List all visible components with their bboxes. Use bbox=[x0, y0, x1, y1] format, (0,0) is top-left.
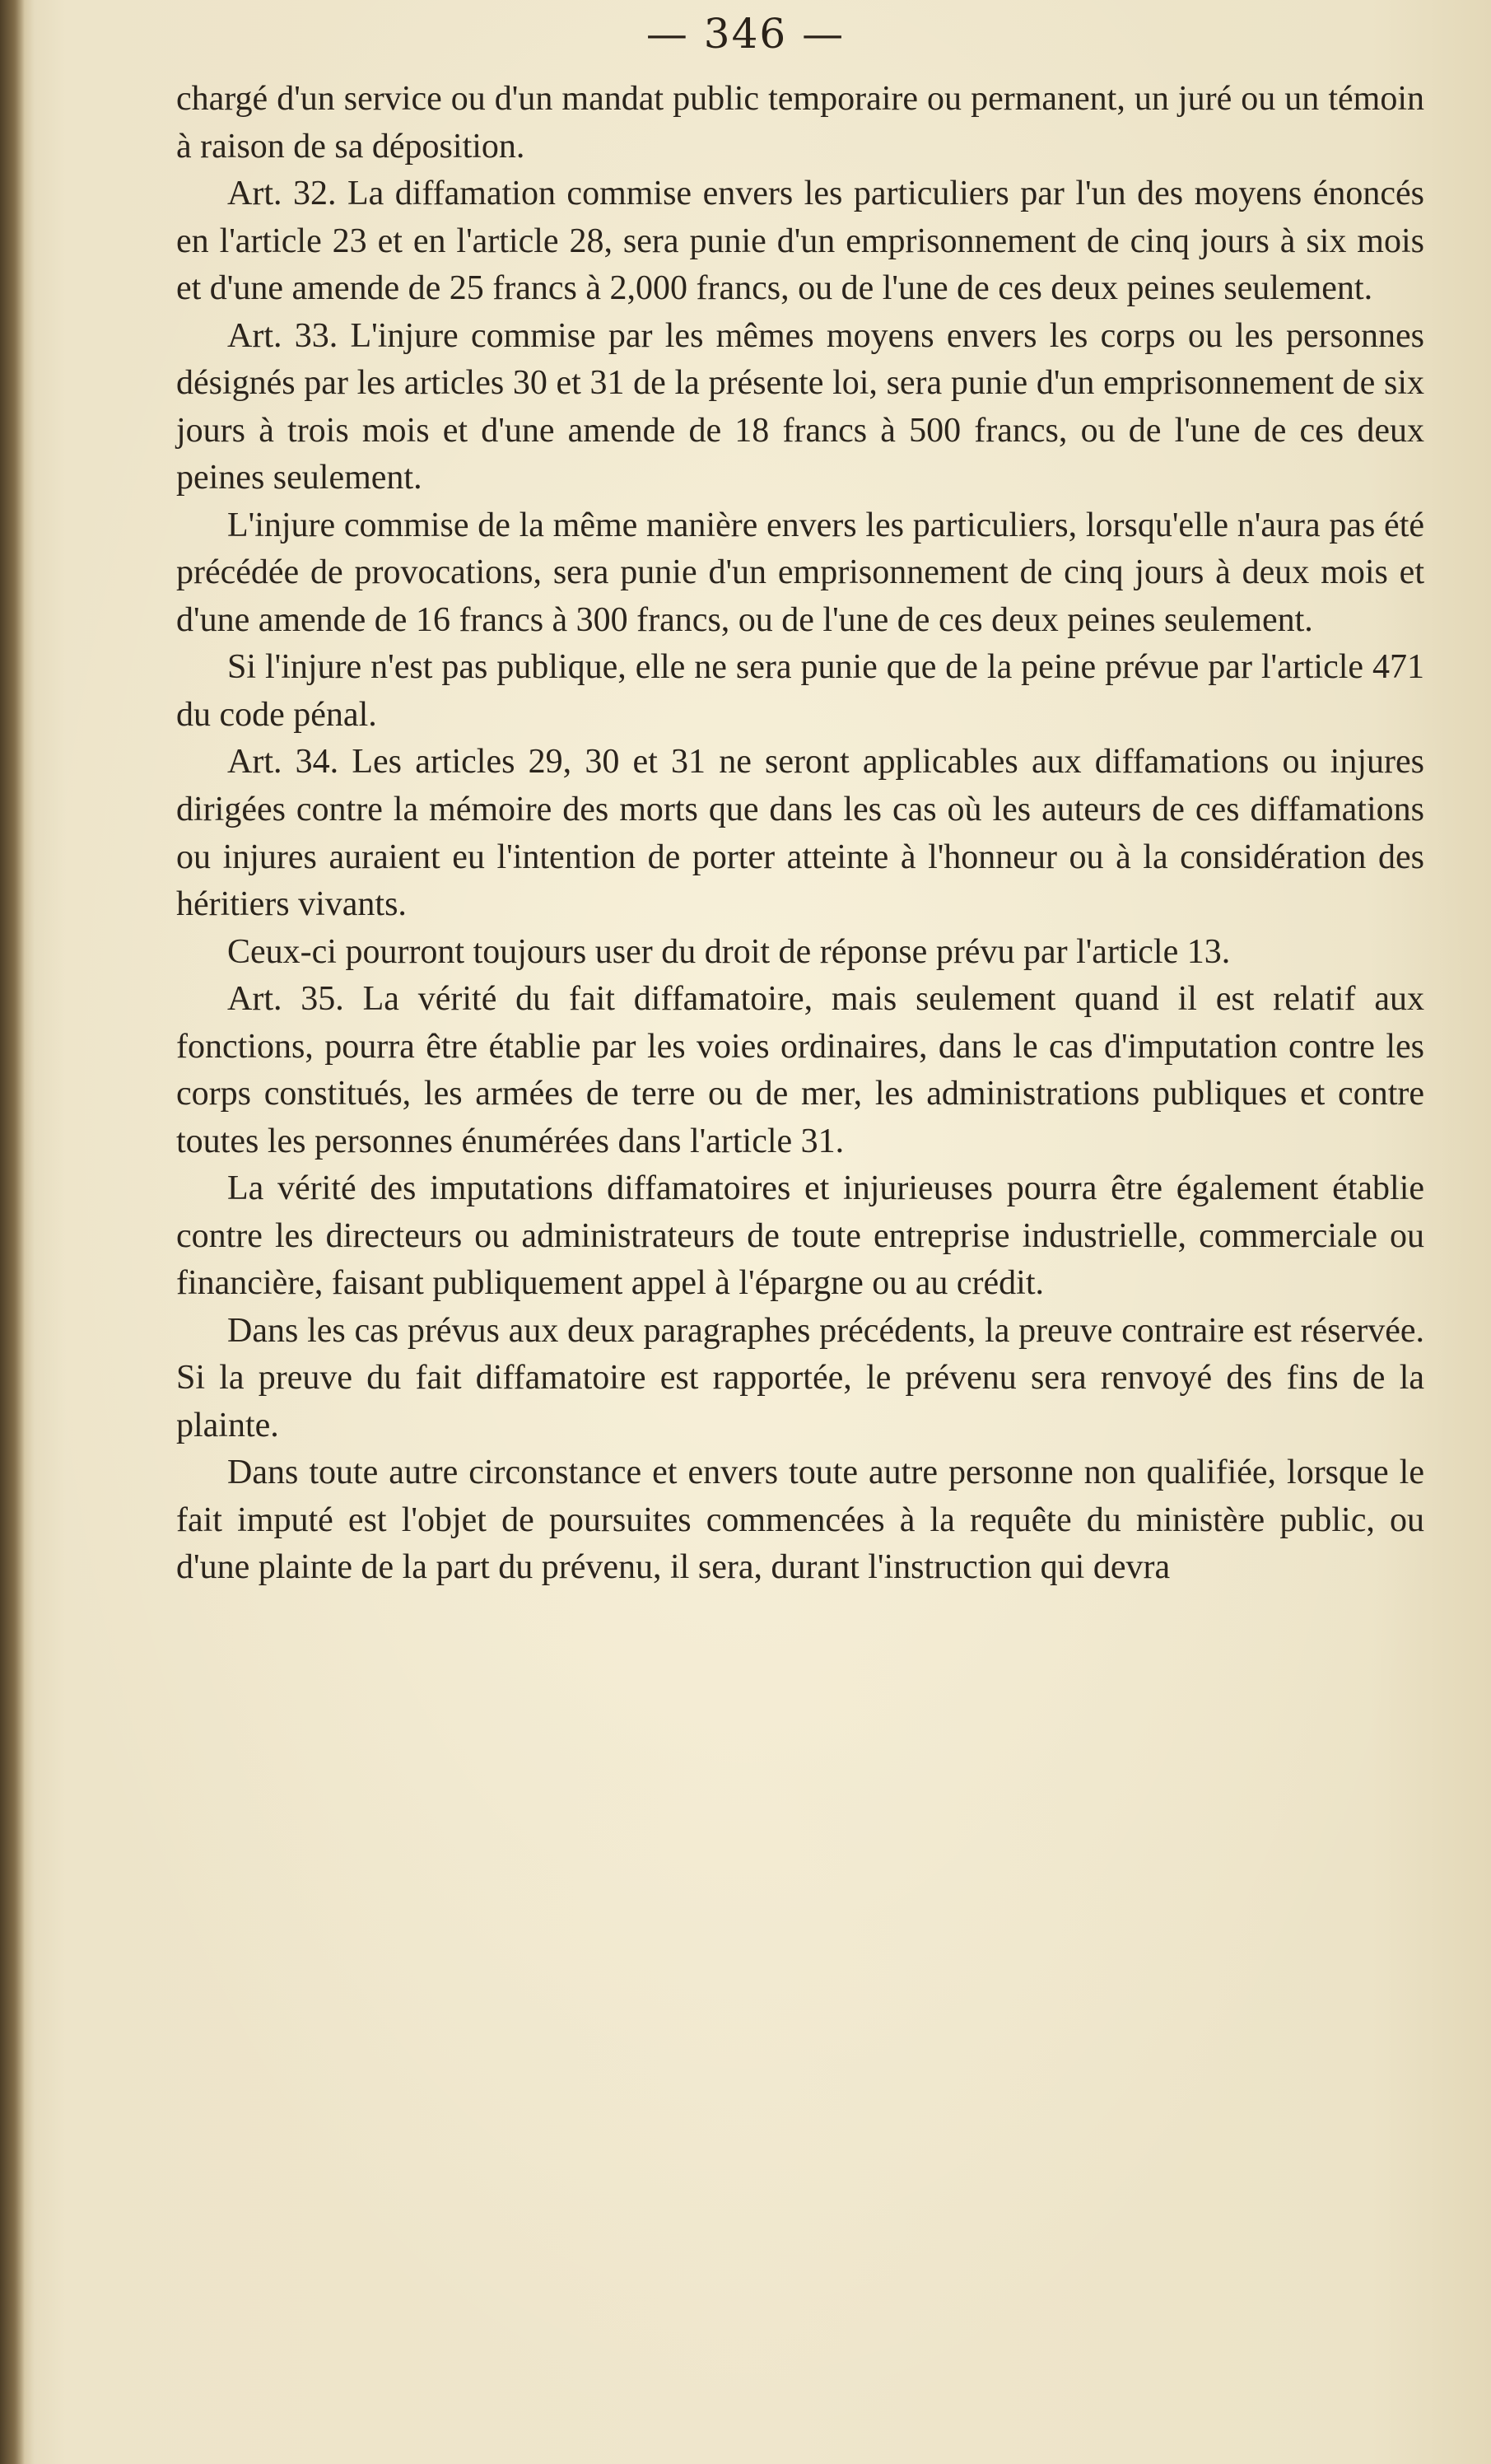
paragraph-continuation: chargé d'un service ou d'un mandat public temporaire ou permanent, un juré ou un témoin à raison de sa déposition. bbox=[176, 80, 1424, 166]
paragraph-art-35-preuve-contraire: Dans les cas prévus aux deux paragraphes précédents, la preuve contraire est réservée. Si la preuve du fait diffamatoire est rapportée, le prévenu sera renvoyé des fins de la plainte. bbox=[176, 1311, 1424, 1444]
paragraph-art-35-directeurs: La vérité des imputations diffamatoires et injurieuses pourra être également établie contre les directeurs ou administrateurs de toute entreprise industrielle, commerciale ou financière, faisant publiquement appel à l'épargne ou au crédit. bbox=[176, 1169, 1424, 1303]
binding-edge bbox=[0, 0, 25, 2464]
paragraph-art-33: Art. 33. L'injure commise par les mêmes moyens envers les corps ou les personnes désignés par les articles 30 et 31 de la présente loi, sera punie d'un emprisonnement de six jours à trois mois et d'une amende de 18 francs à 500 francs, ou de l'une de ces deux peines seulement. bbox=[176, 316, 1424, 497]
paragraph-art-32: Art. 32. La diffamation commise envers les particuliers par l'un des moyens énoncés en l'article 23 et en l'article 28, sera punie d'un emprisonnement de cinq jours à six mois et d'une amende de 25 francs à 2,000 francs, ou de l'une de ces deux peines seulement. bbox=[176, 175, 1424, 308]
paragraph-art-35: Art. 35. La vérité du fait diffamatoire, mais seulement quand il est relatif aux fonctions, pourra être établie par les voies ordinaires, dans le cas d'imputation contre les corps constitués, les armées de terre ou de mer, les administrations publiques et contre toutes les personnes énumérées dans l'article 31. bbox=[176, 980, 1424, 1160]
body-text bbox=[176, 76, 1424, 1592]
paragraph-art-33-injure-particuliers: L'injure commise de la même manière envers les particuliers, lorsqu'elle n'aura pas été précédée de provocations, sera punie d'un emprisonnement de cinq jours à deux mois et d'une amende de 16 francs à 300 francs, ou de l'une de ces deux peines seulement. bbox=[176, 506, 1424, 639]
paragraph-art-33-injure-non-publique: Si l'injure n'est pas publique, elle ne sera punie que de la peine prévue par l'article 471 du code pénal. bbox=[176, 648, 1424, 734]
page-number: — 346 — bbox=[645, 10, 846, 58]
paragraph-art-35-autre-circonstance: Dans toute autre circonstance et envers toute autre personne non qualifiée, lorsque le fait imputé est l'objet de poursuites commencées à la requête du ministère public, ou d'une plainte de la part du prévenu, il sera, durant l'instruction qui devra bbox=[176, 1454, 1424, 1587]
paragraph-art-34-droit-reponse: Ceux-ci pourront toujours user du droit de réponse prévu par l'article 13. bbox=[227, 932, 1231, 971]
paragraph-art-34: Art. 34. Les articles 29, 30 et 31 ne seront applicables aux diffamations ou injures dirigées contre la mémoire des morts que dans les cas où les auteurs de ces diffamations ou injures auraient eu l'intention de porter atteinte à l'honneur ou à la considération des héritiers vivants. bbox=[176, 743, 1424, 924]
